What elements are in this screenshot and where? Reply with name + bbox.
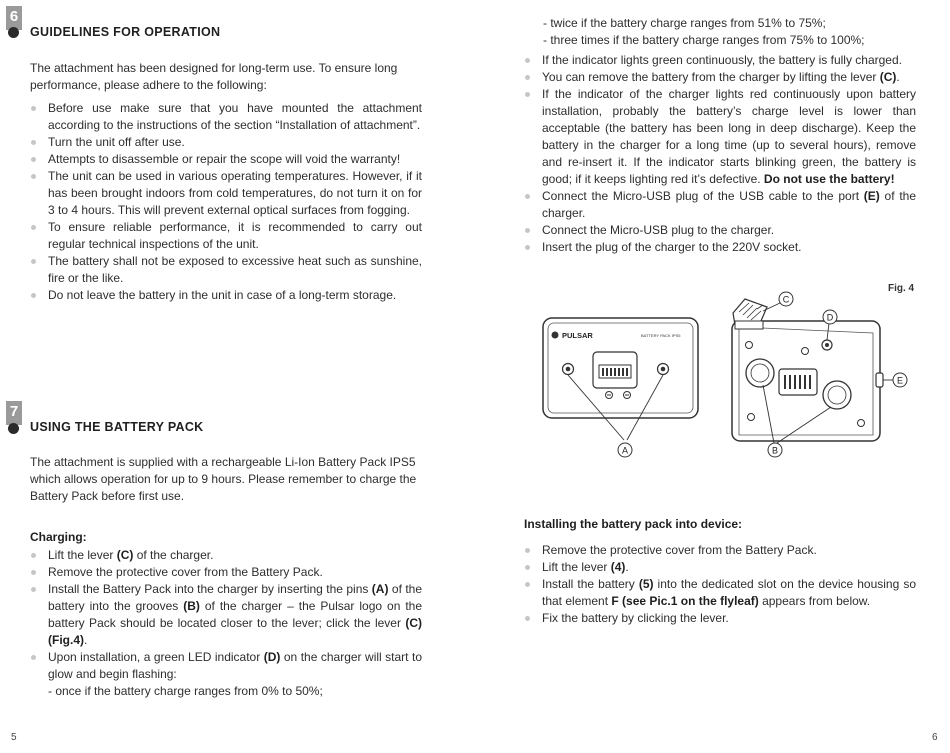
list-item: Lift the lever (C) of the charger. [30, 547, 422, 564]
list-item: You can remove the battery from the charger by lifting the lever (C). [524, 69, 916, 86]
list-item: Before use make sure that you have mounted the attachment according to the instructions of the section “Installation of attachment”. [30, 100, 422, 134]
list-item: Install the battery (5) into the dedicated slot on the device housing so that element F (see Pic.1 on the flyleaf) appears from below. [524, 576, 916, 610]
guidelines-list [30, 100, 422, 304]
section-7-bullet [8, 423, 19, 434]
section-7-number: 7 [6, 401, 22, 425]
svg-text:D: D [826, 312, 834, 323]
svg-text:C: C [782, 294, 790, 305]
fig4-battery-charger-diagram [535, 285, 920, 465]
list-item: Turn the unit off after use. [30, 134, 422, 151]
section-6-intro: The attachment has been designed for long-term use. To ensure long performance, please adhere to the following: [30, 61, 398, 92]
svg-text:E: E [896, 375, 904, 386]
list-item: Install the Battery Pack into the charger by inserting the pins (A) of the battery into the grooves (B) of the charger – the Pulsar logo on the battery Pack should be located closer to the lever; click the lever (C)(Fig.4). [30, 581, 422, 649]
list-item: Attempts to disassemble or repair the scope will void the warranty! [30, 151, 422, 168]
list-item: Remove the protective cover from the Battery Pack. [30, 564, 422, 581]
list-item: Fix the battery by clicking the lever. [524, 610, 916, 627]
section-7-intro: The attachment is supplied with a rechargeable Li-Ion Battery Pack IPS5 which allows operation for up to 9 hours. Please remember to charge the Battery Pack before first use. [30, 455, 417, 503]
list-item: To ensure reliable performance, it is recommended to carry out regular technical inspections of the unit. [30, 219, 422, 253]
charging-continued-list [524, 52, 916, 256]
list-item: Upon installation, a green LED indicator (D) on the charger will start to glow and begin flashing: [30, 649, 422, 683]
list-item: The battery shall not be exposed to excessive heat such as sunshine, fire or the like. [30, 253, 422, 287]
install-list [524, 542, 916, 627]
figure-label: Fig. 4 [888, 283, 915, 294]
list-item: Remove the protective cover from the Battery Pack. [524, 542, 916, 559]
charger-illustration [732, 299, 893, 443]
svg-text:B: B [771, 445, 779, 456]
list-item-sub: - once if the battery charge ranges from 0% to 50%; [48, 684, 323, 698]
svg-text:A: A [621, 445, 629, 456]
battery-pack-label: BATTERY PACK IPS5 [641, 333, 681, 338]
list-item: If the indicator of the charger lights red continuously upon battery installation, probably the battery’s charge level is lower than acceptable (the battery has been long in deep discharge). Keep the battery in the charger for a long time (up to several hours), remove and re-insert it. If the indicator starts blinking green, the battery is good; if it keeps lighting red it’s defective. Do not use the battery! [524, 86, 916, 188]
battery-pack-illustration [543, 318, 698, 440]
callout-b [768, 443, 782, 457]
callout-a [618, 443, 632, 457]
section-7-title: USING THE BATTERY PACK [30, 420, 204, 434]
charging-list [30, 547, 422, 700]
callout-c [763, 292, 793, 311]
pulsar-logo-icon [552, 332, 559, 339]
section-6-bullet [8, 27, 19, 38]
section-6-title: GUIDELINES FOR OPERATION [30, 25, 221, 39]
list-item: Insert the plug of the charger to the 220V socket. [524, 239, 916, 256]
list-item: The unit can be used in various operating temperatures. However, if it has been brought indoors from cold temperatures, do not turn it on for 3 to 4 hours. This will prevent external optical surfaces from fogging. [30, 168, 422, 219]
pulsar-brand-text: PULSAR [562, 331, 593, 340]
flash-line: - twice if the battery charge ranges from 51% to 75%; [543, 16, 826, 30]
right-page [475, 0, 950, 753]
section-6-number: 6 [6, 6, 22, 30]
page-number: 6 [932, 732, 938, 743]
list-item: Connect the Micro-USB plug to the charger. [524, 222, 916, 239]
list-item: Do not leave the battery in the unit in case of a long-term storage. [30, 287, 422, 304]
page-number: 5 [11, 732, 17, 743]
flash-line: - three times if the battery charge ranges from 75% to 100%; [543, 33, 865, 47]
charging-heading: Charging: [30, 530, 87, 544]
install-heading: Installing the battery pack into device: [524, 517, 743, 531]
callout-e [893, 373, 907, 387]
list-item: Lift the lever (4). [524, 559, 916, 576]
callout-d [823, 310, 837, 324]
list-item: If the indicator lights green continuously, the battery is fully charged. [524, 52, 916, 69]
list-item: Connect the Micro-USB plug of the USB cable to the port (E) of the charger. [524, 188, 916, 222]
